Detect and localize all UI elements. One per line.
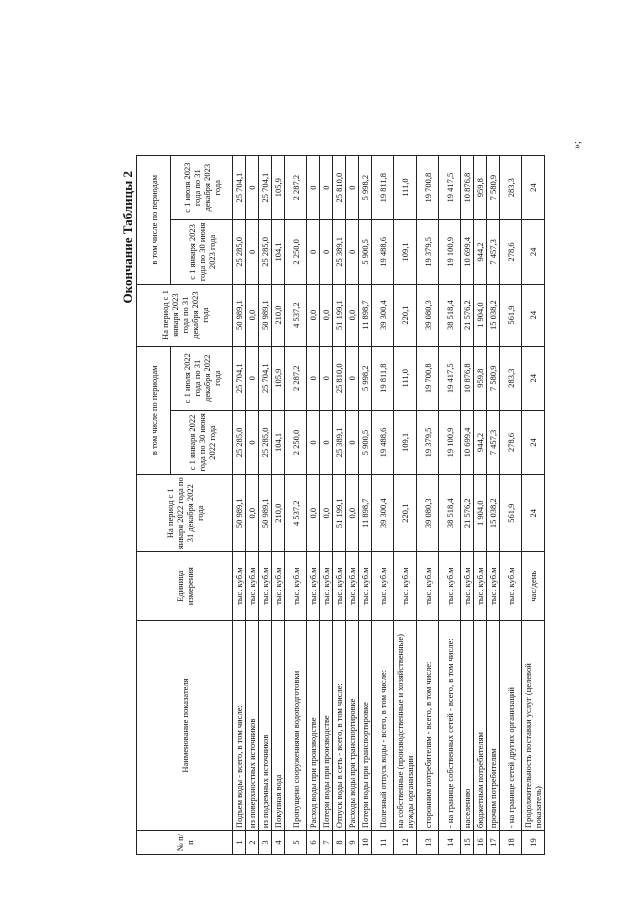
- row-name: Продолжительность поставки услуг (целевой показатель): [522, 620, 545, 830]
- row-name: на собственные (производственные и хозяйственные) нужды организации: [394, 620, 417, 830]
- row-value: 51 199,1: [333, 475, 346, 552]
- row-number: 11: [372, 831, 394, 855]
- row-number: 5: [285, 831, 307, 855]
- header-unit: Единица измерения: [137, 552, 233, 621]
- row-value: 283,3: [500, 346, 522, 410]
- row-value: 0: [346, 410, 359, 474]
- row-unit: тыс. куб.м: [333, 552, 346, 621]
- row-value: 104,1: [272, 410, 285, 474]
- row-value: 51 199,1: [333, 284, 346, 346]
- row-value: 0,0: [346, 475, 359, 552]
- row-unit: тыс. куб.м: [233, 552, 246, 621]
- row-value: 19 700,8: [417, 346, 439, 410]
- row-number: 15: [461, 831, 474, 855]
- table-body: [233, 156, 545, 855]
- row-value: 561,9: [500, 475, 522, 552]
- table-row: [500, 156, 522, 855]
- table-row: [522, 156, 545, 855]
- table-row: [246, 156, 259, 855]
- row-number: 9: [346, 831, 359, 855]
- row-value: 25 285,0: [233, 220, 246, 284]
- row-value: 210,0: [272, 284, 285, 346]
- row-value: 25 285,0: [259, 220, 272, 284]
- row-value: 25 389,1: [333, 410, 346, 474]
- row-value: 38 518,4: [439, 475, 461, 552]
- row-value: 0: [246, 346, 259, 410]
- row-value: 50 989,1: [259, 284, 272, 346]
- row-value: 0: [346, 346, 359, 410]
- row-value: 7 457,3: [487, 410, 500, 474]
- row-value: 24: [522, 475, 545, 552]
- row-value: 283,3: [500, 156, 522, 220]
- row-value: 25 810,0: [333, 156, 346, 220]
- header-incl-2022: в том числе по периодам: [137, 346, 171, 474]
- row-number: 18: [500, 831, 522, 855]
- row-value: 19 417,5: [439, 346, 461, 410]
- row-value: 1 904,0: [474, 284, 487, 346]
- row-name: из подземных источников: [259, 620, 272, 830]
- row-name: Подъем воды - всего, в том числе:: [233, 620, 246, 830]
- table-row: [272, 156, 285, 855]
- row-value: 111,0: [394, 156, 417, 220]
- row-number: 6: [307, 831, 320, 855]
- row-name: прочим потребителям: [487, 620, 500, 830]
- table-row: [307, 156, 320, 855]
- row-value: 5 998,2: [359, 156, 372, 220]
- row-value: 25 704,1: [233, 156, 246, 220]
- row-unit: час/день: [522, 552, 545, 621]
- row-value: 0: [246, 410, 259, 474]
- row-number: 8: [333, 831, 346, 855]
- header-h1-2022: с 1 января 2022 года по 30 июня 2022 года: [171, 410, 233, 474]
- row-unit: тыс. куб.м: [474, 552, 487, 621]
- header-name: Наименование показателя: [137, 620, 233, 830]
- row-unit: тыс. куб.м: [500, 552, 522, 621]
- row-value: 0: [320, 220, 333, 284]
- row-name: сторонним потребителям - всего, в том числе:: [417, 620, 439, 830]
- row-value: 2 287,2: [285, 156, 307, 220]
- row-value: 5 998,2: [359, 346, 372, 410]
- row-value: 0,0: [246, 284, 259, 346]
- row-value: 19 488,6: [372, 220, 394, 284]
- row-name: Пропущено сооружениями водоподготовки: [285, 620, 307, 830]
- row-value: 19 488,6: [372, 410, 394, 474]
- row-value: 21 576,2: [461, 475, 474, 552]
- row-value: 25 704,1: [259, 156, 272, 220]
- row-value: 109,1: [394, 410, 417, 474]
- table-row: [474, 156, 487, 855]
- row-value: 39 080,3: [417, 284, 439, 346]
- row-value: 0: [320, 410, 333, 474]
- row-value: 0: [307, 156, 320, 220]
- table-row: [417, 156, 439, 855]
- row-number: 2: [246, 831, 259, 855]
- row-value: 0,0: [346, 284, 359, 346]
- row-number: 7: [320, 831, 333, 855]
- row-value: 4 537,2: [285, 475, 307, 552]
- row-unit: тыс. куб.м: [394, 552, 417, 621]
- row-value: 25 704,1: [259, 346, 272, 410]
- row-unit: тыс. куб.м: [246, 552, 259, 621]
- row-name: - на границе сетей других организаций: [500, 620, 522, 830]
- row-value: 0: [320, 346, 333, 410]
- row-name: Отпуск воды в сеть - всего, в том числе:: [333, 620, 346, 830]
- row-value: 11 898,7: [359, 475, 372, 552]
- table-row: [320, 156, 333, 855]
- row-value: 19 811,8: [372, 346, 394, 410]
- row-unit: тыс. куб.м: [307, 552, 320, 621]
- row-value: 25 389,1: [333, 220, 346, 284]
- row-value: 0,0: [246, 475, 259, 552]
- row-value: 21 576,2: [461, 284, 474, 346]
- table-row: [372, 156, 394, 855]
- table-title: Окончание Таблицы 2: [120, 171, 135, 304]
- row-value: 1 904,0: [474, 475, 487, 552]
- row-value: 0,0: [307, 475, 320, 552]
- row-number: 13: [417, 831, 439, 855]
- row-unit: тыс. куб.м: [346, 552, 359, 621]
- row-value: 220,1: [394, 475, 417, 552]
- row-number: 17: [487, 831, 500, 855]
- row-value: 19 417,5: [439, 156, 461, 220]
- row-value: 278,6: [500, 220, 522, 284]
- row-value: 19 100,9: [439, 410, 461, 474]
- row-value: 11 898,7: [359, 284, 372, 346]
- row-unit: тыс. куб.м: [461, 552, 474, 621]
- row-unit: тыс. куб.м: [320, 552, 333, 621]
- table-row: [233, 156, 246, 855]
- row-value: 10 699,4: [461, 410, 474, 474]
- row-value: 25 704,1: [233, 346, 246, 410]
- row-number: 10: [359, 831, 372, 855]
- closing-quote: »;: [572, 141, 583, 149]
- row-value: 25 810,0: [333, 346, 346, 410]
- row-value: 24: [522, 284, 545, 346]
- rotated-page: [120, 141, 590, 855]
- row-value: 19 100,9: [439, 220, 461, 284]
- row-name: - на границе собственных сетей - всего, в том числе:: [439, 620, 461, 830]
- row-name: Полезный отпуск воды - всего, в том числе:: [372, 620, 394, 830]
- row-number: 4: [272, 831, 285, 855]
- header-h1-2023: с 1 января 2023 года по 30 июня 2023 года: [171, 220, 233, 284]
- row-value: 0: [307, 220, 320, 284]
- row-value: 0,0: [320, 284, 333, 346]
- row-value: 561,9: [500, 284, 522, 346]
- row-value: 7 580,9: [487, 346, 500, 410]
- table-row: [359, 156, 372, 855]
- row-number: 14: [439, 831, 461, 855]
- row-unit: тыс. куб.м: [359, 552, 372, 621]
- row-name: населению: [461, 620, 474, 830]
- row-value: 19 379,5: [417, 410, 439, 474]
- row-value: 0: [346, 156, 359, 220]
- header-num: № п/п: [137, 831, 233, 855]
- row-name: бюджетным потребителям: [474, 620, 487, 830]
- row-value: 959,8: [474, 346, 487, 410]
- row-value: 0,0: [307, 284, 320, 346]
- table-row: [439, 156, 461, 855]
- row-name: из поверхностных источников: [246, 620, 259, 830]
- row-value: 50 989,1: [233, 475, 246, 552]
- row-value: 109,1: [394, 220, 417, 284]
- header-period-2023: На период с 1 января 2023 года по 31 декабря 2023 года: [137, 284, 233, 346]
- row-value: 19 700,8: [417, 156, 439, 220]
- row-value: 0: [320, 156, 333, 220]
- header-period-2022: На период с 1 января 2022 года по 31 декабря 2022 года: [137, 475, 233, 552]
- header-incl-2023: в том числе по периодам: [137, 156, 171, 285]
- row-value: 15 038,2: [487, 475, 500, 552]
- row-value: 24: [522, 346, 545, 410]
- row-value: 0: [307, 410, 320, 474]
- row-value: 0: [346, 220, 359, 284]
- row-number: 3: [259, 831, 272, 855]
- row-value: 50 989,1: [259, 475, 272, 552]
- row-value: 220,1: [394, 284, 417, 346]
- row-value: 2 250,0: [285, 220, 307, 284]
- row-value: 24: [522, 410, 545, 474]
- row-value: 7 457,3: [487, 220, 500, 284]
- row-unit: тыс. куб.м: [259, 552, 272, 621]
- data-table: [136, 155, 545, 855]
- row-value: 39 300,4: [372, 475, 394, 552]
- row-number: 16: [474, 831, 487, 855]
- row-value: 25 285,0: [233, 410, 246, 474]
- row-value: 24: [522, 156, 545, 220]
- row-value: 2 287,2: [285, 346, 307, 410]
- row-value: 15 038,2: [487, 284, 500, 346]
- row-value: 2 250,0: [285, 410, 307, 474]
- row-value: 278,6: [500, 410, 522, 474]
- row-number: 12: [394, 831, 417, 855]
- table-row: [487, 156, 500, 855]
- row-value: 19 811,8: [372, 156, 394, 220]
- row-name: Покупная вода: [272, 620, 285, 830]
- row-value: 38 518,4: [439, 284, 461, 346]
- row-value: 19 379,5: [417, 220, 439, 284]
- row-value: 25 285,0: [259, 410, 272, 474]
- row-name: Потери воды при транспортировке: [359, 620, 372, 830]
- row-value: 39 080,3: [417, 475, 439, 552]
- row-value: 4 537,2: [285, 284, 307, 346]
- row-value: 105,9: [272, 156, 285, 220]
- row-value: 0,0: [320, 475, 333, 552]
- row-value: 10 876,8: [461, 156, 474, 220]
- row-value: 50 989,1: [233, 284, 246, 346]
- row-number: 1: [233, 831, 246, 855]
- row-value: 944,2: [474, 220, 487, 284]
- row-value: 944,2: [474, 410, 487, 474]
- row-value: 10 876,8: [461, 346, 474, 410]
- table-row: [333, 156, 346, 855]
- table-row: [259, 156, 272, 855]
- row-value: 210,0: [272, 475, 285, 552]
- row-value: 104,1: [272, 220, 285, 284]
- header-h2-2023: с 1 июля 2023 года по 31 декабря 2023 года: [171, 156, 233, 220]
- row-unit: тыс. куб.м: [439, 552, 461, 621]
- row-unit: тыс. куб.м: [285, 552, 307, 621]
- row-number: 19: [522, 831, 545, 855]
- header-h2-2022: с 1 июля 2022 года по 31 декабря 2022 года: [171, 346, 233, 410]
- row-unit: тыс. куб.м: [272, 552, 285, 621]
- row-value: 7 580,9: [487, 156, 500, 220]
- row-value: 5 900,5: [359, 220, 372, 284]
- row-name: Потери воды при производстве: [320, 620, 333, 830]
- row-name: Расходы воды при транспортировке: [346, 620, 359, 830]
- row-value: 5 900,5: [359, 410, 372, 474]
- row-value: 105,9: [272, 346, 285, 410]
- table-row: [461, 156, 474, 855]
- row-value: 0: [246, 156, 259, 220]
- row-value: 0: [307, 346, 320, 410]
- row-unit: тыс. куб.м: [417, 552, 439, 621]
- table-row: [346, 156, 359, 855]
- row-name: Расход воды при производстве: [307, 620, 320, 830]
- row-unit: тыс. куб.м: [487, 552, 500, 621]
- row-value: 39 300,4: [372, 284, 394, 346]
- row-value: 0: [246, 220, 259, 284]
- row-value: 959,8: [474, 156, 487, 220]
- table-row: [285, 156, 307, 855]
- row-value: 10 699,4: [461, 220, 474, 284]
- row-value: 111,0: [394, 346, 417, 410]
- table-row: [394, 156, 417, 855]
- row-value: 24: [522, 220, 545, 284]
- row-unit: тыс. куб.м: [372, 552, 394, 621]
